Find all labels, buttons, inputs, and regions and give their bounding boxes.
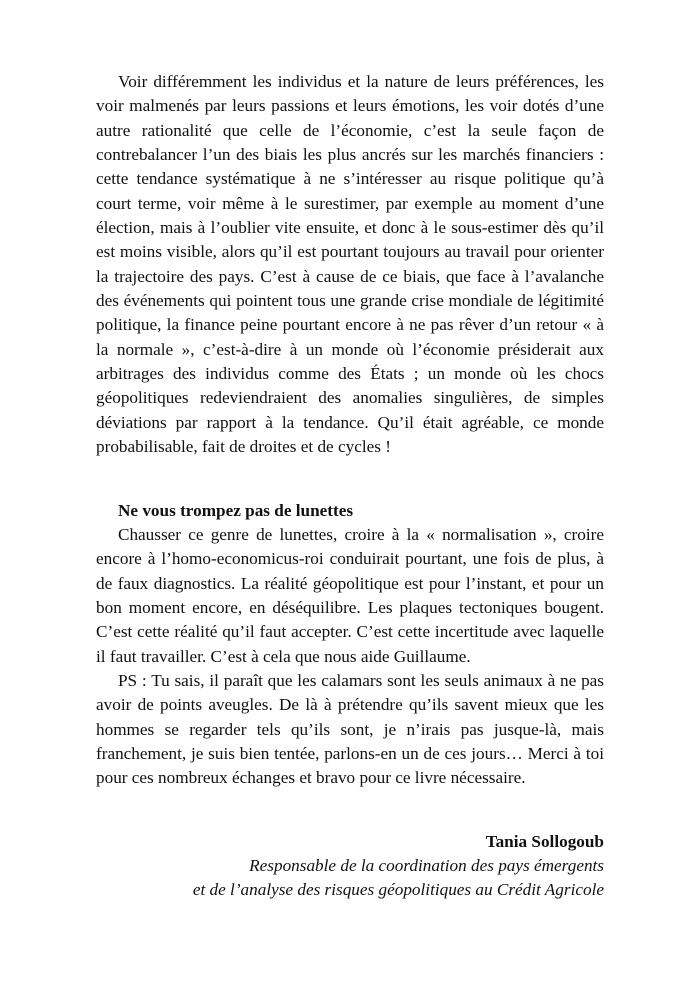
signature-role-line-2: et de l’analyse des risques géopolitiques au Crédit Agricole	[192, 880, 604, 900]
document-page	[96, 70, 604, 903]
body-paragraph-1: Voir différemment les individus et la nature de leurs préférences, les voir malmenés par leurs passions et leurs émotions, les voir dotés d’une autre rationalité que celle de l’économie, c’est la seule façon de contrebalancer l’un des biais les plus ancrés sur les marchés financiers : cette tendance systématique à ne s’intéresser au risque politique qu’à court terme, voir même à le surestimer, par exemple au moment d’une élection, mais à l’oublier vite ensuite, et donc à le sous-estimer dès qu’il est moins visible, alors qu’il est pourtant toujours au travail pour orienter la trajectoire des pays. C’est à cause de ce biais, que face à l’avalanche des événements qui pointent tous une grande crise mondiale de légitimité politique, la finance peine pourtant encore à ne pas rêver d’un retour « à la normale », c’est-à-dire à un monde où l’économie présiderait aux arbitrages des individus comme des États ; un monde où les chocs géopolitiques redeviendraient des anomalies singulières, de simples déviations par rapport à la tendance. Qu’il était agréable, ce monde probabilisable, fait de droites et de cycles !	[96, 72, 604, 457]
postscript-paragraph: PS : Tu sais, il paraît que les calamars sont les seuls animaux à ne pas avoir de points aveugles. De là à prétendre qu’ils savent mieux que les hommes se regarder tels qu’ils sont, je n’irais pas jusque-là, mais franchement, je suis bien tentée, parlons-en un de ces jours… Merci à toi pour ces nombreux échanges et bravo pour ce livre nécessaire.	[96, 670, 604, 788]
signature-role-line-1: Responsable de la coordination des pays émergents	[249, 855, 604, 875]
signature-block	[96, 830, 604, 903]
signature-name: Tania Sollogoub	[485, 831, 604, 851]
section-heading: Ne vous trompez pas de lunettes	[118, 500, 354, 520]
body-paragraph-2: Chausser ce genre de lunettes, croire à la « normalisation », croire encore à l’homo-economicus-roi conduirait pourtant, une fois de plus, à de faux diagnostics. La réalité géopolitique est pour l’instant, et pour un bon moment encore, en déséquilibre. Les plaques tectoniques bougent. C’est cette réalité qu’il faut accepter. C’est cette incertitude avec laquelle il faut travailler. C’est à cela que nous aide Guillaume.	[96, 524, 604, 666]
